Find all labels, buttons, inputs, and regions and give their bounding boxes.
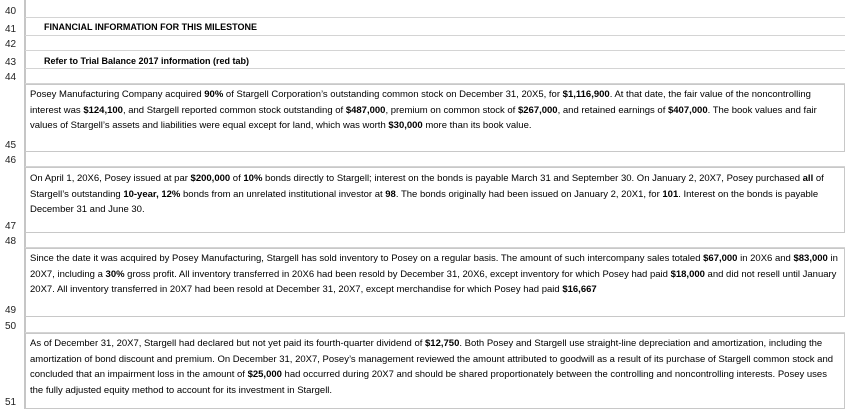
- row-header-41[interactable]: [0, 18, 25, 36]
- row-header-50[interactable]: [0, 317, 25, 333]
- row-header-48[interactable]: [0, 233, 25, 248]
- row-number: 51: [5, 397, 17, 408]
- row-header-45[interactable]: [0, 84, 25, 152]
- row-number: 44: [5, 72, 17, 83]
- cell-row-40[interactable]: [25, 0, 845, 18]
- row-number: 40: [5, 6, 17, 17]
- row-header-43[interactable]: [0, 51, 25, 69]
- paragraph-acquisition[interactable]: [25, 84, 845, 152]
- row-header-51[interactable]: [0, 333, 25, 409]
- paragraph-inventory[interactable]: [25, 248, 845, 317]
- paragraph-bonds[interactable]: [25, 167, 845, 233]
- row-number: 50: [5, 321, 17, 332]
- cell-row-46[interactable]: [25, 152, 845, 167]
- cell-row-42[interactable]: [25, 36, 845, 51]
- row-header-49[interactable]: [0, 248, 25, 317]
- row-header-40[interactable]: [0, 0, 25, 18]
- row-number: 41: [5, 24, 17, 35]
- cell-row-48[interactable]: [25, 233, 845, 248]
- row-header-47[interactable]: [0, 167, 25, 233]
- row-number: 48: [5, 236, 17, 247]
- cell-row-43[interactable]: [25, 51, 845, 69]
- acquisition-text: Posey Manufacturing Company acquired 90% of Stargell Corporation’s outstanding common stock on December 31, 20X5, for $1,116,900. At that date, the fair value of the noncontrolling interest was $124,100, and Stargell reported common stock outstanding of $487,000, premium on common stock of $267,000, and retained earnings of $407,000. The book values and fair values of Stargell’s assets and liabilities were equal except for land, which was worth $30,000 more than its book value.: [30, 89, 817, 131]
- row-number: 46: [5, 155, 17, 166]
- row-number: 42: [5, 39, 17, 50]
- trial-balance-reference: Refer to Trial Balance 2017 information (red tab): [44, 56, 250, 66]
- paragraph-dividend[interactable]: [25, 333, 845, 409]
- cell-row-41[interactable]: [25, 18, 845, 36]
- row-header-46[interactable]: [0, 152, 25, 167]
- row-number: 45: [5, 140, 17, 151]
- bonds-text: On April 1, 20X6, Posey issued at par $200,000 of 10% bonds directly to Stargell; interest on the bonds is payable March 31 and September 30. On January 2, 20X7, Posey purchased all of Stargell’s outstanding 10-year, 12% bonds from an unrelated institutional investor at 98. The bonds originally had been issued on January 2, 20X1, for 101. Interest on the bonds is payable December 31 and June 30.: [30, 173, 824, 215]
- row-number: 49: [5, 305, 17, 316]
- cell-row-50[interactable]: [25, 317, 845, 333]
- inventory-text: Since the date it was acquired by Posey Manufacturing, Stargell has sold inventory to Posey on a regular basis. The amount of such intercompany sales totaled $67,000 in 20X6 and $83,000 in 20X7, including a 30% gross profit. All inventory transferred in 20X6 had been resold by December 31, 20X6, except inventory for which Posey had paid $18,000 and did not resell until January 20X7. All inventory transferred in 20X7 had been resold at December 31, 20X7, except merchandise for which Posey had paid $16,667: [30, 253, 838, 295]
- row-header-42[interactable]: [0, 36, 25, 51]
- row-header-44[interactable]: [0, 69, 25, 84]
- row-number: 43: [5, 57, 17, 68]
- cell-row-44[interactable]: [25, 69, 845, 84]
- row-number: 47: [5, 221, 17, 232]
- milestone-header: FINANCIAL INFORMATION FOR THIS MILESTONE: [44, 22, 257, 32]
- dividend-text: As of December 31, 20X7, Stargell had declared but not yet paid its fourth-quarter dividend of $12,750. Both Posey and Stargell use straight-line depreciation and amortization, including the amortization of bond discount and premium. On December 31, 20X7, Posey’s management reviewed the amount attributed to goodwill as a result of its purchase of Stargell common stock and concluded that an impairment loss in the amount of $25,000 had occurred during 20X7 and should be shared proportionately between the controlling and noncontrolling interests. Posey uses the fully adjusted equity method to account for its investment in Stargell.: [30, 338, 834, 396]
